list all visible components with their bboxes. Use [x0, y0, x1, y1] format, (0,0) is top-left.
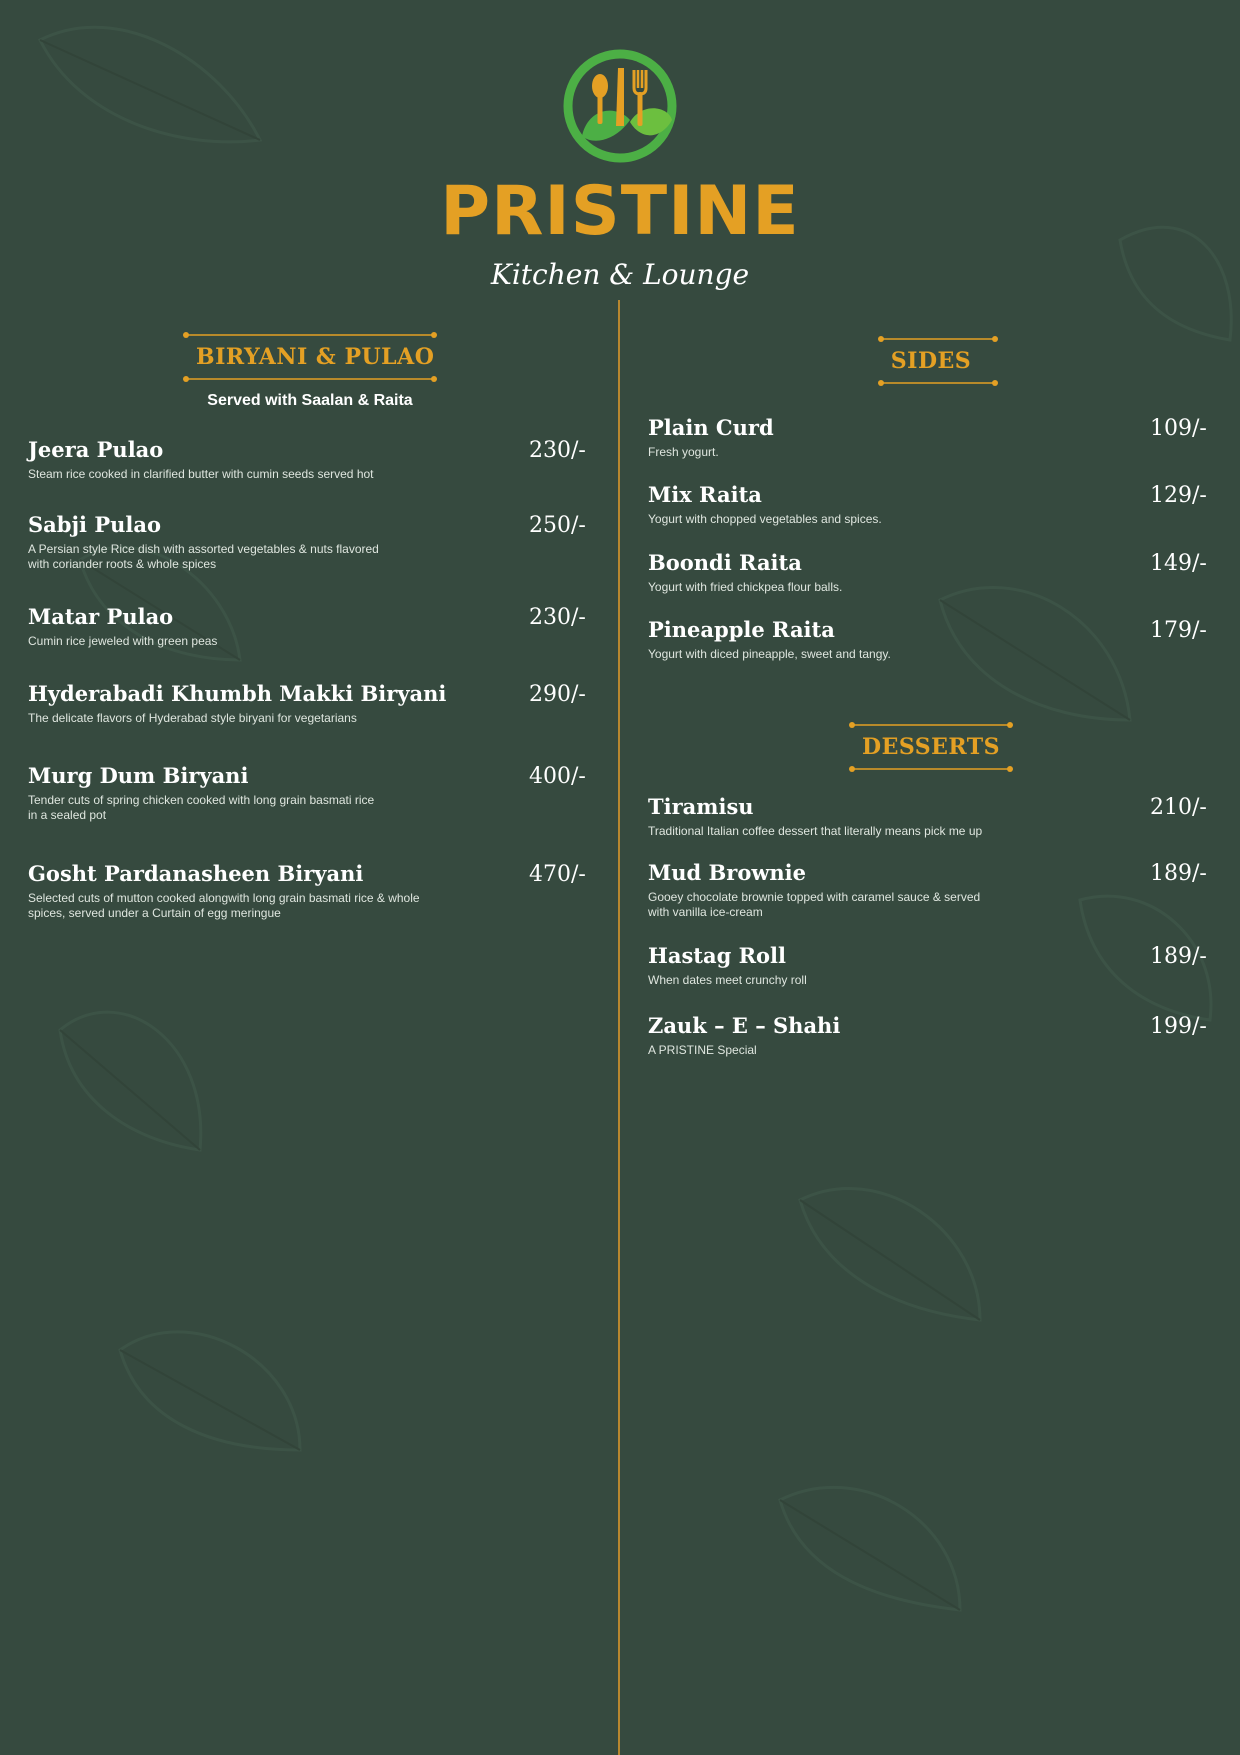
- item-name: Pineapple Raita: [648, 617, 835, 642]
- item-name: Jeera Pulao: [28, 437, 164, 462]
- menu-item: [648, 551, 842, 595]
- item-description: Selected cuts of mutton cooked alongwith long grain basmati rice & whole spices, served under a Curtain of egg meringue: [28, 891, 420, 921]
- item-price: 400/-: [529, 764, 586, 789]
- menu-item: [28, 513, 379, 572]
- item-price: 189/-: [1150, 944, 1207, 969]
- ornament-rule-icon: [846, 720, 1016, 730]
- item-name: Murg Dum Biryani: [28, 763, 249, 788]
- item-name: Sabji Pulao: [28, 512, 161, 537]
- menu-item: [28, 605, 217, 649]
- ornament-rule-icon: [846, 764, 1016, 774]
- ornament-rule-icon: [180, 374, 440, 384]
- item-description: Yogurt with fried chickpea flour balls.: [648, 580, 843, 595]
- brand-name: PRISTINE: [440, 172, 800, 251]
- ornament-rule-icon: [180, 330, 440, 340]
- item-description: Cumin rice jeweled with green peas: [28, 634, 218, 649]
- item-price: 210/-: [1150, 795, 1207, 820]
- brand-tagline: Kitchen & Lounge: [490, 258, 750, 291]
- item-description: A Persian style Rice dish with assorted vegetables & nuts flavored with coriander roots & whole spices: [28, 542, 379, 572]
- section-header-biryani: [180, 330, 440, 410]
- menu-item: [648, 1014, 840, 1058]
- menu-item: [648, 416, 774, 460]
- item-price: 129/-: [1150, 483, 1207, 508]
- section-title: SIDES: [890, 348, 972, 374]
- section-header-sides: [868, 334, 994, 388]
- menu-item: [28, 862, 420, 921]
- menu-item: [648, 483, 882, 527]
- item-description: Gooey chocolate brownie topped with caramel sauce & served with vanilla ice-cream: [648, 890, 981, 920]
- item-price: 250/-: [529, 513, 586, 538]
- column-divider: [618, 300, 620, 1755]
- cutlery-leaf-logo-icon: [558, 48, 682, 166]
- ornament-rule-icon: [875, 378, 1001, 388]
- section-header-desserts: [846, 720, 1016, 774]
- item-price: 230/-: [529, 438, 586, 463]
- item-description: When dates meet crunchy roll: [648, 973, 807, 988]
- item-price: 189/-: [1150, 861, 1207, 886]
- item-price: 230/-: [529, 605, 586, 630]
- item-name: Mud Brownie: [648, 860, 807, 885]
- menu-item: [28, 682, 446, 726]
- item-name: Hastag Roll: [648, 943, 786, 968]
- item-description: Yogurt with diced pineapple, sweet and tangy.: [648, 647, 891, 662]
- item-description: Steam rice cooked in clarified butter with cumin seeds served hot: [28, 467, 374, 482]
- item-name: Tiramisu: [648, 794, 754, 819]
- item-name: Hyderabadi Khumbh Makki Biryani: [28, 681, 447, 706]
- item-description: Tender cuts of spring chicken cooked with long grain basmati rice in a sealed pot: [28, 793, 375, 823]
- section-subtitle: Served with Saalan & Raita: [207, 392, 413, 409]
- item-name: Boondi Raita: [648, 550, 802, 575]
- section-title: DESSERTS: [862, 734, 1001, 760]
- item-name: Plain Curd: [648, 415, 774, 440]
- item-name: Matar Pulao: [28, 604, 174, 629]
- item-name: Mix Raita: [648, 482, 762, 507]
- item-price: 149/-: [1150, 551, 1207, 576]
- menu-item: [648, 861, 980, 920]
- menu-item: [648, 795, 982, 839]
- item-price: 109/-: [1150, 416, 1207, 441]
- item-description: The delicate flavors of Hyderabad style biryani for vegetarians: [28, 711, 357, 726]
- menu-item: [648, 618, 891, 662]
- menu-item: [648, 944, 807, 988]
- item-price: 179/-: [1150, 618, 1207, 643]
- item-price: 470/-: [529, 862, 586, 887]
- item-description: Yogurt with chopped vegetables and spices.: [648, 512, 882, 527]
- item-price: 290/-: [529, 682, 586, 707]
- item-name: Zauk – E – Shahi: [648, 1013, 841, 1038]
- item-description: Traditional Italian coffee dessert that literally means pick me up: [648, 824, 983, 839]
- item-name: Gosht Pardanasheen Biryani: [28, 861, 364, 886]
- brand-logo: [440, 48, 800, 291]
- item-description: Fresh yogurt.: [648, 445, 719, 460]
- menu-item: [28, 438, 374, 482]
- menu-item: [28, 764, 374, 823]
- section-title: BIRYANI & PULAO: [196, 344, 435, 370]
- ornament-rule-icon: [875, 334, 1001, 344]
- item-price: 199/-: [1150, 1014, 1207, 1039]
- item-description: A PRISTINE Special: [648, 1043, 757, 1058]
